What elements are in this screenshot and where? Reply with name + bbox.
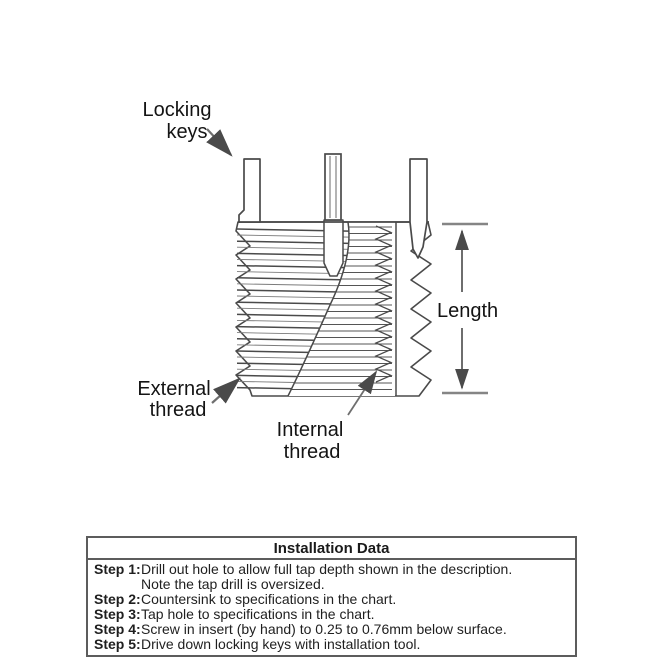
label-external-thread-1: External xyxy=(137,378,211,400)
label-external-thread-2: thread xyxy=(149,399,207,421)
locking-key-right xyxy=(410,159,427,258)
label-locking-keys-2: keys xyxy=(166,121,208,143)
label-internal-thread-1: Internal xyxy=(276,419,344,441)
installation-data-title: Installation Data xyxy=(88,538,575,560)
locking-key-center xyxy=(325,154,341,220)
step-label: Step 3: xyxy=(94,606,141,622)
step-text: Drill out hole to allow full tap depth shown in the description. xyxy=(141,561,513,577)
external-thread-leader xyxy=(212,379,239,403)
step-label: Step 2: xyxy=(94,591,141,607)
step-text: Tap hole to specifications in the chart. xyxy=(141,606,375,622)
step-row-5 xyxy=(94,637,571,652)
key-slot xyxy=(324,220,343,276)
label-locking-keys-1: Locking xyxy=(142,99,212,121)
step-label xyxy=(94,577,141,592)
label-internal-thread-2: thread xyxy=(283,441,341,463)
step-text: Drive down locking keys with installation tool. xyxy=(141,636,421,652)
step-label: Step 4: xyxy=(94,621,141,637)
step-text: Note the tap drill is oversized. xyxy=(141,576,325,592)
step-text: Screw in insert (by hand) to 0.25 to 0.76mm below surface. xyxy=(141,621,507,637)
locking-key-left xyxy=(239,159,260,222)
step-label: Step 5: xyxy=(94,636,141,652)
step-row-3 xyxy=(94,607,571,622)
locking-keys-leader xyxy=(207,129,231,155)
step-row-1 xyxy=(94,562,571,577)
step-text: Countersink to specifications in the chart. xyxy=(141,591,397,607)
label-length: Length xyxy=(437,300,499,322)
step-label: Step 1: xyxy=(94,561,141,577)
step-row-2 xyxy=(94,592,571,607)
step-row-4 xyxy=(94,622,571,637)
installation-data-table xyxy=(86,536,577,657)
step-row-1-cont xyxy=(94,577,571,592)
installation-steps xyxy=(88,560,575,655)
